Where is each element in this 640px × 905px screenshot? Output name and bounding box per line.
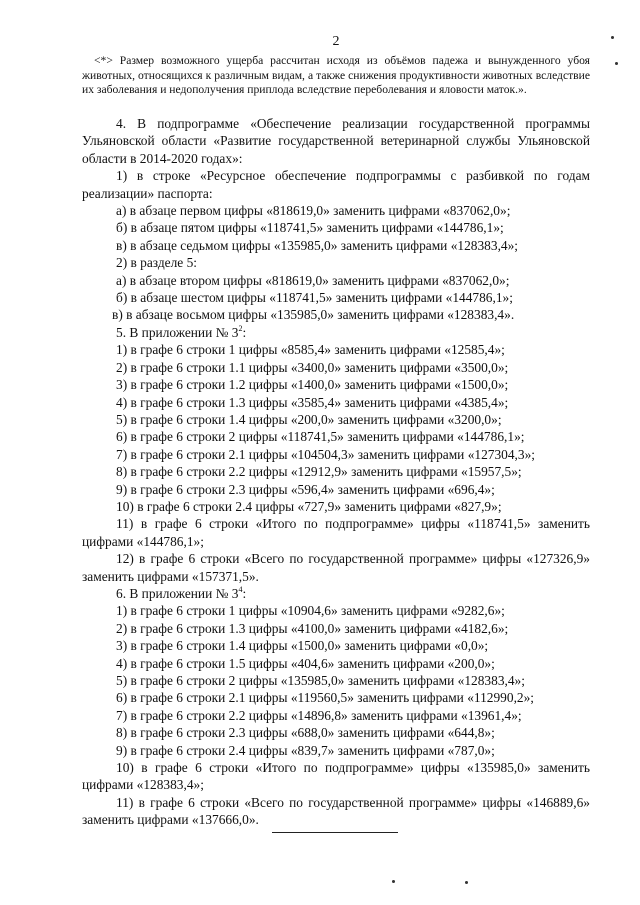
paragraph-tail: : bbox=[242, 324, 247, 340]
document-paragraph bbox=[82, 306, 590, 323]
document-paragraph bbox=[82, 202, 590, 219]
paragraph-tail: : bbox=[242, 585, 247, 601]
paragraph-text: 9) в графе 6 строки 2.3 цифры «596,4» заменить цифрами «696,4»; bbox=[116, 481, 495, 497]
document-paragraph bbox=[82, 672, 590, 689]
scan-speck bbox=[392, 880, 395, 883]
paragraph-text: 5) в графе 6 строки 2 цифры «135985,0» заменить цифрами «128383,4»; bbox=[116, 673, 525, 688]
paragraph-text: 10) в графе 6 строки «Итого по подпрограмме» цифры «135985,0» заменить цифрами «128383,4»; bbox=[82, 760, 590, 793]
paragraph-text: 11) в графе 6 строки «Всего по государственной программе» цифры «146889,6» заменить цифрами «137666,0». bbox=[82, 794, 590, 828]
document-paragraph bbox=[82, 376, 590, 393]
paragraph-text: 4) в графе 6 строки 1.3 цифры «3585,4» заменить цифрами «4385,4»; bbox=[116, 394, 509, 410]
superscript: 2 bbox=[238, 323, 243, 333]
document-paragraph bbox=[82, 463, 590, 480]
paragraph-text: 11) в графе 6 строки «Итого по подпрограмме» цифры «118741,5» заменить цифрами «144786,1»; bbox=[82, 516, 590, 549]
paragraph-text: 8) в графе 6 строки 2.3 цифры «688,0» заменить цифрами «644,8»; bbox=[116, 725, 495, 741]
document-paragraph bbox=[82, 759, 590, 794]
document-paragraph bbox=[82, 359, 590, 376]
document-paragraph bbox=[82, 585, 590, 602]
paragraph-text: б) в абзаце шестом цифры «118741,5» заменить цифрами «144786,1»; bbox=[116, 290, 513, 306]
paragraph-text: 6. В приложении № 3 bbox=[116, 585, 239, 601]
paragraph-text: 1) в графе 6 строки 1 цифры «10904,6» заменить цифрами «9282,6»; bbox=[116, 603, 505, 619]
paragraph-text: 10) в графе 6 строки 2.4 цифры «727,9» заменить цифрами «827,9»; bbox=[116, 498, 502, 514]
document-paragraph bbox=[82, 689, 590, 706]
scan-speck bbox=[611, 36, 614, 39]
footnote bbox=[82, 54, 590, 98]
document-paragraph bbox=[82, 411, 590, 428]
paragraph-text: 7) в графе 6 строки 2.1 цифры «104504,3» заменить цифрами «127304,3»; bbox=[116, 446, 536, 462]
document-paragraph bbox=[82, 515, 590, 550]
document-paragraph bbox=[82, 289, 590, 306]
document-paragraph bbox=[82, 550, 590, 585]
paragraph-text: 2) в графе 6 строки 1.1 цифры «3400,0» заменить цифрами «3500,0»; bbox=[116, 359, 509, 375]
footnote-text: <*> Размер возможного ущерба рассчитан исходя из объёмов падежа и вынужденного убоя животных, относящихся к различным видам, а также снижения продуктивности животных вследствие их заболевания и недополучения приплода вследствие переболевания и яловости маток.». bbox=[82, 54, 590, 97]
superscript: 4 bbox=[238, 584, 243, 594]
paragraph-text: 1) в строке «Ресурсное обеспечение подпрограммы с разбивкой по годам реализации» паспорта: bbox=[82, 168, 590, 201]
document-paragraph bbox=[82, 254, 590, 271]
document-paragraph bbox=[82, 428, 590, 445]
paragraph-text: 2) в графе 6 строки 1.3 цифры «4100,0» заменить цифрами «4182,6»; bbox=[116, 620, 509, 636]
document-paragraph bbox=[82, 341, 590, 358]
paragraph-text: в) в абзаце седьмом цифры «135985,0» заменить цифрами «128383,4»; bbox=[116, 237, 519, 253]
document-paragraph bbox=[82, 446, 590, 463]
paragraph-text: б) в абзаце пятом цифры «118741,5» заменить цифрами «144786,1»; bbox=[116, 220, 504, 236]
document-paragraph bbox=[82, 324, 590, 341]
paragraph-text: 12) в графе 6 строки «Всего по государственной программе» цифры «127326,9» заменить цифрами «157371,5». bbox=[82, 551, 590, 584]
paragraph-text: 5. В приложении № 3 bbox=[116, 324, 239, 340]
document-paragraph bbox=[82, 167, 590, 202]
paragraph-text: 8) в графе 6 строки 2.2 цифры «12912,9» заменить цифрами «15957,5»; bbox=[116, 464, 522, 480]
document-paragraph bbox=[82, 794, 590, 829]
paragraph-text: в) в абзаце восьмом цифры «135985,0» заменить цифрами «128383,4». bbox=[112, 307, 515, 323]
paragraph-text: 2) в разделе 5: bbox=[116, 255, 198, 271]
document-paragraph bbox=[82, 637, 590, 654]
paragraph-text: 9) в графе 6 строки 2.4 цифры «839,7» заменить цифрами «787,0»; bbox=[116, 742, 495, 758]
document-paragraph bbox=[82, 742, 590, 759]
paragraph-text: 1) в графе 6 строки 1 цифры «8585,4» заменить цифрами «12585,4»; bbox=[116, 342, 505, 358]
paragraph-text: 6) в графе 6 строки 2.1 цифры «119560,5» заменить цифрами «112990,2»; bbox=[116, 690, 535, 706]
paragraph-text: 3) в графе 6 строки 1.4 цифры «1500,0» заменить цифрами «0,0»; bbox=[116, 638, 489, 654]
document-paragraph bbox=[82, 394, 590, 411]
paragraph-text: а) в абзаце втором цифры «818619,0» заменить цифрами «837062,0»; bbox=[116, 272, 510, 288]
document-paragraph bbox=[82, 620, 590, 637]
document-paragraph bbox=[82, 602, 590, 619]
paragraph-text: 7) в графе 6 строки 2.2 цифры «14896,8» заменить цифрами «13961,4»; bbox=[116, 707, 522, 723]
document-paragraph bbox=[82, 115, 590, 167]
document-paragraph bbox=[82, 481, 590, 498]
scan-speck bbox=[615, 62, 618, 65]
document-paragraph bbox=[82, 219, 590, 236]
document-paragraph bbox=[82, 707, 590, 724]
paragraph-text: 4) в графе 6 строки 1.5 цифры «404,6» заменить цифрами «200,0»; bbox=[116, 655, 495, 671]
page-number: 2 bbox=[332, 34, 340, 49]
document-paragraph bbox=[82, 498, 590, 515]
paragraph-text: 4. В подпрограмме «Обеспечение реализации государственной программы Ульяновской области «Развитие государственной ветеринарной службы Ульяновской области в 2014-2020 годах»: bbox=[82, 116, 590, 166]
paragraph-text: 6) в графе 6 строки 2 цифры «118741,5» заменить цифрами «144786,1»; bbox=[116, 429, 525, 445]
document-paragraph bbox=[82, 272, 590, 289]
paragraph-text: а) в абзаце первом цифры «818619,0» заменить цифрами «837062,0»; bbox=[116, 203, 511, 219]
scan-speck bbox=[465, 881, 468, 884]
document-paragraph bbox=[82, 724, 590, 741]
paragraph-text: 5) в графе 6 строки 1.4 цифры «200,0» заменить цифрами «3200,0»; bbox=[116, 411, 502, 427]
closing-rule bbox=[272, 832, 398, 833]
document-body bbox=[82, 115, 590, 829]
paragraph-text: 3) в графе 6 строки 1.2 цифры «1400,0» заменить цифрами «1500,0»; bbox=[116, 377, 509, 393]
document-paragraph bbox=[82, 237, 590, 254]
document-paragraph bbox=[82, 655, 590, 672]
